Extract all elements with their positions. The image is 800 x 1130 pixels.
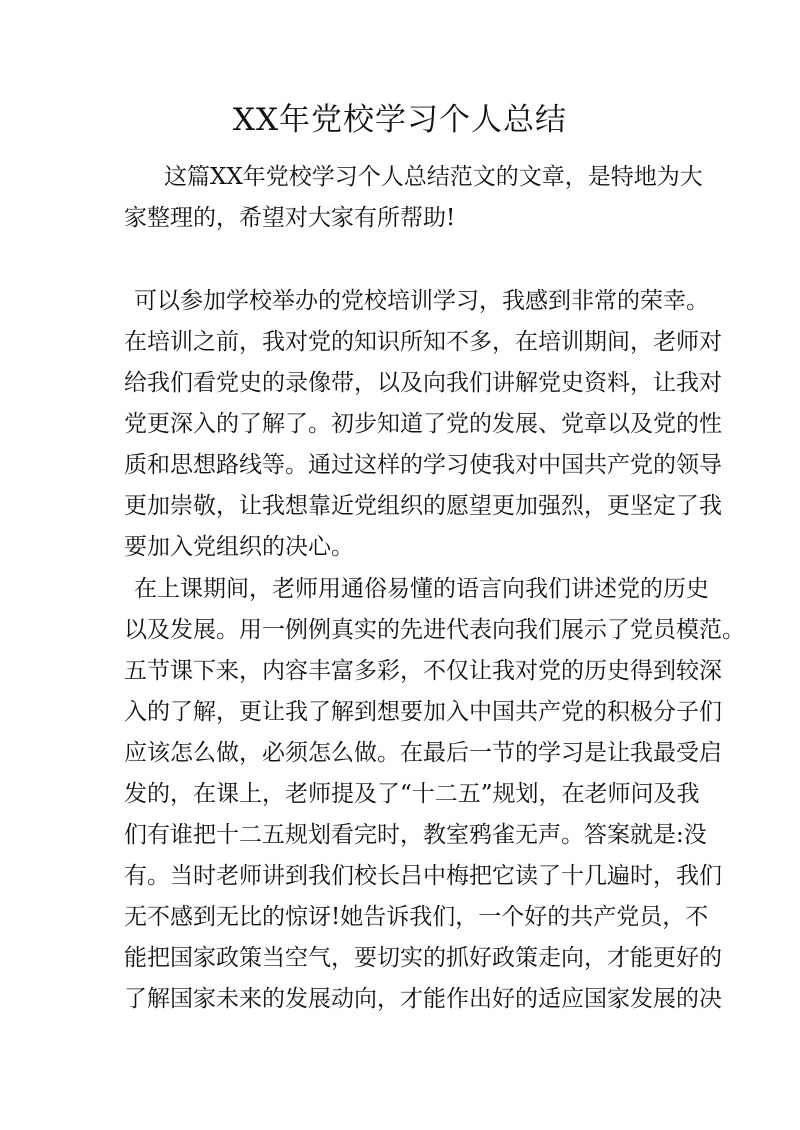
paragraph2-line-2: 以及发展。用一例例真实的先进代表向我们展示了党员模范。 [124,617,745,643]
paragraph1-line-2: 在培训之前，我对党的知识所知不多，在培训期间，老师对 [124,329,722,355]
paragraph2-line-11: 了解国家未来的发展动向，才能作出好的适应国家发展的决 [124,986,722,1012]
intro-line-2: 家整理的，希望对大家有所帮助! [124,205,456,231]
paragraph2-line-4: 入的了解，更让我了解到想要加入中国共产党的积极分子们 [124,699,722,725]
paragraph2-line-6: 发的，在课上，老师提及了“十二五”规划，在老师问及我 [124,781,700,807]
paragraph2-line-5: 应该怎么做，必须怎么做。在最后一节的学习是让我最受启 [124,740,722,766]
paragraph1-line-7: 要加入党组织的决心。 [124,534,354,560]
paragraph1-line-6: 更加崇敬，让我想靠近党组织的愿望更加强烈，更坚定了我 [124,493,722,519]
paragraph2-line-3: 五节课下来，内容丰富多彩，不仅让我对党的历史得到较深 [124,658,722,684]
document-title: XX年党校学习个人总结 [232,102,568,138]
paragraph1-line-4: 党更深入的了解了。初步知道了党的发展、党章以及党的性 [124,411,722,437]
paragraph2-line-9: 无不感到无比的惊讶!她告诉我们，一个好的共产党员，不 [124,904,709,930]
intro-line-1: 这篇XX年党校学习个人总结范文的文章，是特地为大 [164,164,703,190]
paragraph2-line-1: 在上课期间，老师用通俗易懂的语言向我们讲述党的历史 [134,576,709,602]
paragraph2-line-10: 能把国家政策当空气，要切实的抓好政策走向，才能更好的 [124,945,722,971]
paragraph2-line-7: 们有谁把十二五规划看完时，教室鸦雀无声。答案就是:没 [124,822,707,848]
paragraph1-line-1: 可以参加学校举办的党校培训学习，我感到非常的荣幸。 [134,288,709,314]
paragraph1-line-5: 质和思想路线等。通过这样的学习使我对中国共产党的领导 [124,452,722,478]
paragraph2-line-8: 有。当时老师讲到我们校长吕中梅把它读了十几遍时，我们 [124,863,722,889]
paragraph1-line-3: 给我们看党史的录像带，以及向我们讲解党史资料，让我对 [124,370,722,396]
